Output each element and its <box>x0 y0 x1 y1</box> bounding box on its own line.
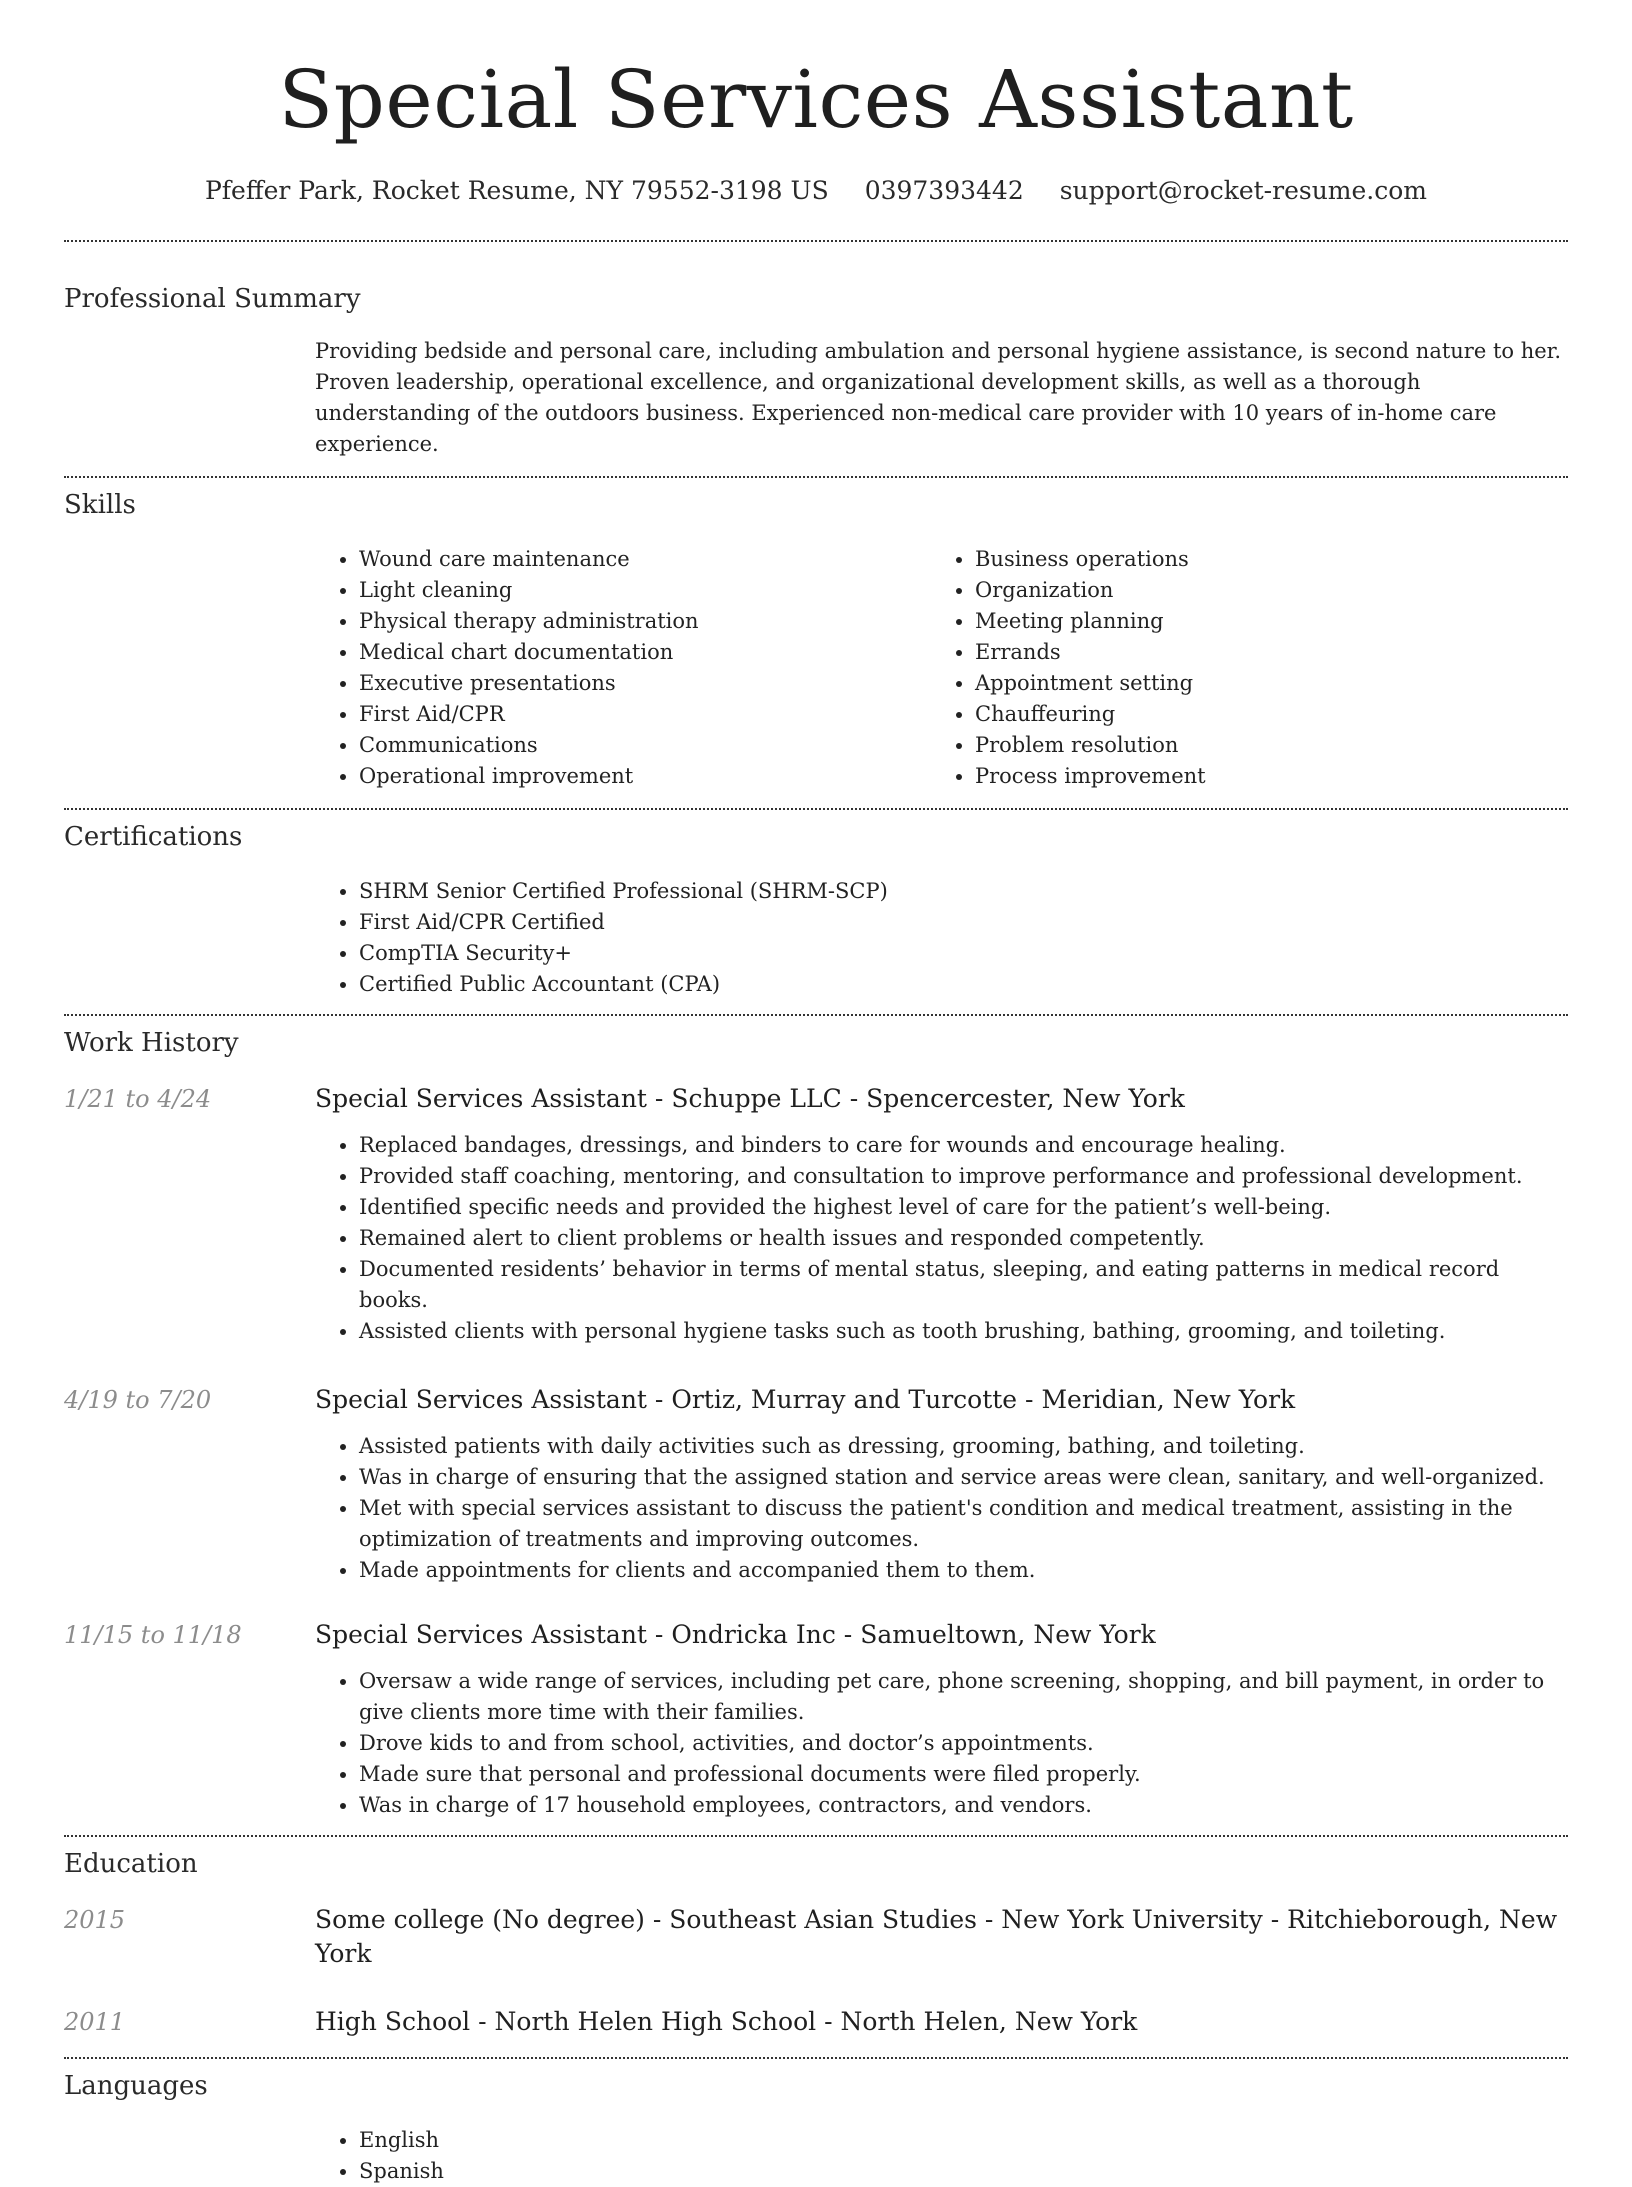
list-item: • Drove kids to and from school, activities, and doctor’s appointments. <box>359 1728 1568 1759</box>
section-work-history <box>64 1016 1568 1821</box>
job-title: Special Services Assistant - Schuppe LLC - Spencercester, New York <box>315 1084 1185 1113</box>
list-item: • Light cleaning <box>359 575 931 606</box>
list-item: • Met with special services assistant to discuss the patient's condition and medical treatment, assisting in the optimization of treatments and improving outcomes. <box>359 1493 1568 1555</box>
list-item: • Certified Public Accountant (CPA) <box>359 969 1568 1000</box>
education-location: Ritchieborough, New York <box>315 1905 1558 1968</box>
education-year: 2011 <box>64 2008 126 2036</box>
resume-name: Special Services Assistant <box>278 53 1354 146</box>
job-date: 1/21 to 4/24 <box>64 1085 212 1113</box>
job-entry <box>64 1383 1568 1586</box>
skills-list-left <box>315 544 931 792</box>
list-item: • Was in charge of 17 household employees, contractors, and vendors. <box>359 1790 1568 1821</box>
languages-list <box>315 2125 1568 2187</box>
section-title-summary: Professional Summary <box>64 284 361 314</box>
education-school: New York University <box>1001 1905 1263 1934</box>
list-item: • Operational improvement <box>359 761 931 792</box>
section-title-education: Education <box>64 1849 198 1879</box>
job-role: Special Services Assistant <box>315 1084 647 1113</box>
job-title: Special Services Assistant - Ondricka Inc - Samueltown, New York <box>315 1620 1156 1649</box>
resume-page <box>64 0 1568 2187</box>
list-item: • English <box>359 2125 1568 2156</box>
education-title: High School - North Helen High School - North Helen, New York <box>315 2007 1138 2036</box>
education-entry <box>64 2005 1568 2039</box>
job-bullets <box>315 1431 1568 1586</box>
list-item: • Remained alert to client problems or health issues and responded competently. <box>359 1223 1568 1254</box>
section-title-work: Work History <box>64 1028 239 1058</box>
job-entry <box>64 1082 1568 1347</box>
education-degree: High School <box>315 2007 471 2036</box>
list-item: • First Aid/CPR <box>359 699 931 730</box>
list-item: • Was in charge of ensuring that the assigned station and service areas were clean, sanitary, and well-organized. <box>359 1462 1568 1493</box>
education-year: 2015 <box>64 1906 126 1934</box>
education-title: Some college (No degree) - Southeast Asian Studies - New York University - Ritchieborough, New York <box>315 1905 1558 1968</box>
address: Pfeffer Park, Rocket Resume, NY 79552-3198 US <box>204 176 829 205</box>
job-date: 11/15 to 11/18 <box>64 1621 242 1649</box>
job-date: 4/19 to 7/20 <box>64 1386 212 1414</box>
job-role: Special Services Assistant <box>315 1385 647 1414</box>
section-education <box>64 1837 1568 2039</box>
list-item: • Identified specific needs and provided the highest level of care for the patient’s well-being. <box>359 1192 1568 1223</box>
job-role: Special Services Assistant <box>315 1620 647 1649</box>
list-item: • SHRM Senior Certified Professional (SHRM-SCP) <box>359 876 1568 907</box>
list-item: • Organization <box>975 575 1547 606</box>
list-item: • Spanish <box>359 2156 1568 2187</box>
list-item: • Made appointments for clients and accompanied them to them. <box>359 1555 1568 1586</box>
list-item: • First Aid/CPR Certified <box>359 907 1568 938</box>
list-item: • Problem resolution <box>975 730 1547 761</box>
list-item: • Oversaw a wide range of services, including pet care, phone screening, shopping, and bill payment, in order to give clients more time with their families. <box>359 1666 1568 1728</box>
list-item: • Replaced bandages, dressings, and binders to care for wounds and encourage healing. <box>359 1130 1568 1161</box>
section-summary <box>64 242 1568 460</box>
job-entry <box>64 1618 1568 1821</box>
phone: 0397393442 <box>864 176 1024 205</box>
job-bullets <box>315 1666 1568 1821</box>
job-company: Schuppe LLC <box>671 1084 842 1113</box>
section-skills <box>64 478 1568 792</box>
list-item: • Process improvement <box>975 761 1547 792</box>
list-item: • CompTIA Security+ <box>359 938 1568 969</box>
skills-list-right <box>931 544 1547 792</box>
list-item: • Wound care maintenance <box>359 544 931 575</box>
list-item: • Assisted clients with personal hygiene tasks such as tooth brushing, bathing, grooming, and toileting. <box>359 1316 1568 1347</box>
section-certifications <box>64 810 1568 1000</box>
certifications-content <box>315 876 1568 1000</box>
skills-columns <box>315 544 1568 792</box>
education-location: North Helen, New York <box>840 2007 1138 2036</box>
job-company: Ortiz, Murray and Turcotte <box>671 1385 1018 1414</box>
section-title-skills: Skills <box>64 490 136 520</box>
list-item: • Chauffeuring <box>975 699 1547 730</box>
section-title-languages: Languages <box>64 2071 208 2101</box>
contact-line <box>64 174 1568 208</box>
list-item: • Provided staff coaching, mentoring, and consultation to improve performance and professional development. <box>359 1161 1568 1192</box>
list-item: • Made sure that personal and professional documents were filed properly. <box>359 1759 1568 1790</box>
job-details <box>315 1431 1568 1586</box>
list-item: • Appointment setting <box>975 668 1547 699</box>
list-item: • Errands <box>975 637 1547 668</box>
list-item: • Communications <box>359 730 931 761</box>
job-company: Ondricka Inc <box>671 1620 836 1649</box>
section-languages <box>64 2059 1568 2187</box>
list-item: • Physical therapy administration <box>359 606 931 637</box>
job-details <box>315 1130 1568 1347</box>
job-details <box>315 1666 1568 1821</box>
summary-text: Providing bedside and personal care, including ambulation and personal hygiene assistance, is second nature to her. Proven leadership, operational excellence, and organizational development skills, as well as a thorough understanding of the outdoors business. Experienced non-medical care provider with 10 years of in-home care experience. <box>315 339 1562 456</box>
job-title: Special Services Assistant - Ortiz, Murray and Turcotte - Meridian, New York <box>315 1385 1296 1414</box>
list-item: • Medical chart documentation <box>359 637 931 668</box>
section-title-certifications: Certifications <box>64 822 243 852</box>
certifications-list <box>315 876 1568 1000</box>
list-item: • Assisted patients with daily activities such as dressing, grooming, bathing, and toileting. <box>359 1431 1568 1462</box>
list-item: • Documented residents’ behavior in terms of mental status, sleeping, and eating patterns in medical record books. <box>359 1254 1568 1316</box>
list-item: • Business operations <box>975 544 1547 575</box>
languages-content <box>315 2125 1568 2187</box>
education-school: North Helen High School <box>494 2007 817 2036</box>
job-location: Spencercester, New York <box>866 1084 1185 1113</box>
job-location: Meridian, New York <box>1041 1385 1296 1414</box>
job-bullets <box>315 1130 1568 1347</box>
list-item: • Meeting planning <box>975 606 1547 637</box>
email-link[interactable]: support@rocket-resume.com <box>1059 176 1428 205</box>
job-location: Samueltown, New York <box>860 1620 1156 1649</box>
education-entry <box>64 1903 1568 1971</box>
list-item: • Executive presentations <box>359 668 931 699</box>
education-degree: Some college (No degree) - Southeast Asian Studies <box>315 1905 977 1934</box>
